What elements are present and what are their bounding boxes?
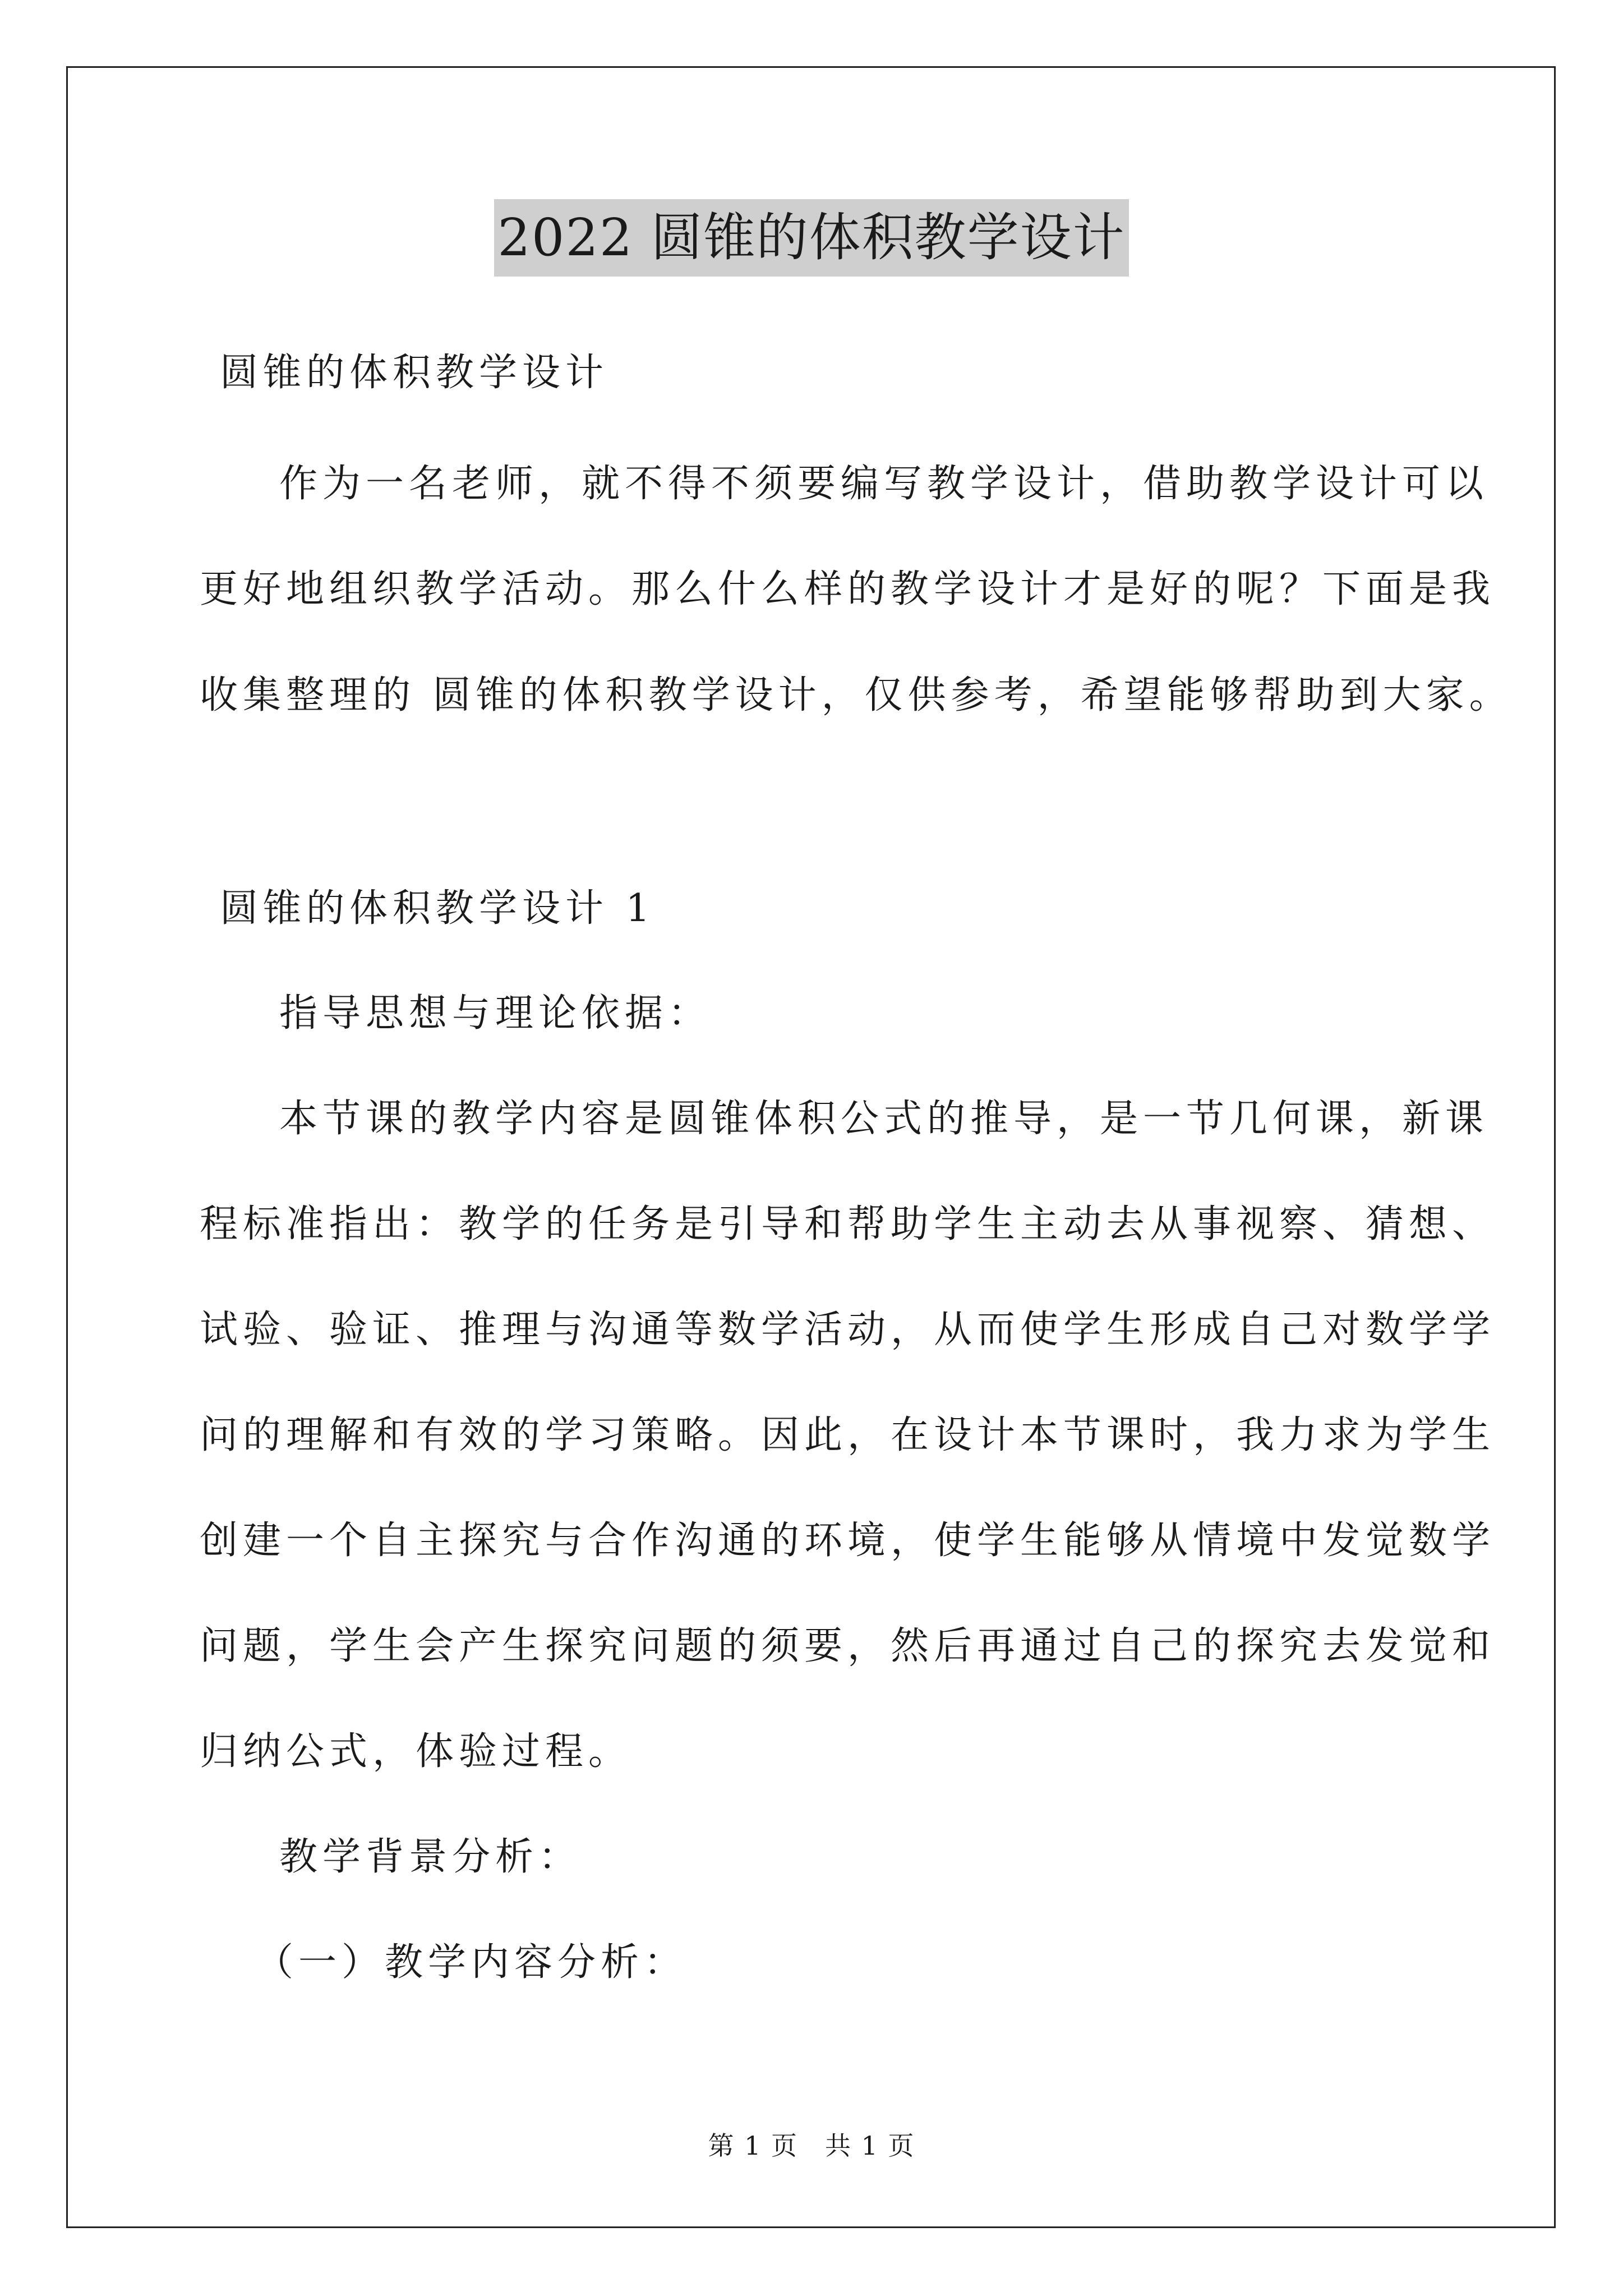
section-heading: 圆锥的体积教学设计 1: [220, 886, 655, 931]
paragraph-line: 问的理解和有效的学习策略。因此，在设计本节课时，我力求为学生: [200, 1413, 1496, 1457]
paragraph-line: 作为一名老师，就不得不须要编写教学设计，借助教学设计可以: [279, 462, 1489, 506]
paragraph-line: 创建一个自主探究与合作沟通的环境，使学生能够从情境中发觉数学: [200, 1519, 1496, 1563]
paragraph-line: 归纳公式，体验过程。: [200, 1729, 632, 1774]
title-container: [0, 199, 1623, 277]
section-subheading: （一）教学内容分析：: [255, 1940, 688, 1985]
paragraph-line: 问题，学生会产生探究问题的须要，然后再通过自己的探究去发觉和: [200, 1624, 1496, 1668]
document-title: 2022 圆锥的体积教学设计: [494, 199, 1128, 277]
paragraph-line: 更好地组织教学活动。那么什么样的教学设计才是好的呢？下面是我: [200, 567, 1496, 611]
page-footer: 第 1 页 共 1 页: [708, 2131, 915, 2161]
section-subheading: 教学背景分析：: [279, 1835, 582, 1879]
paragraph-line: 收集整理的 圆锥的体积教学设计，仅供参考，希望能够帮助到大家。: [200, 673, 1513, 717]
section-subheading: 指导思想与理论依据：: [279, 991, 712, 1036]
paragraph-line: 本节课的教学内容是圆锥体积公式的推导，是一节几何课，新课: [279, 1097, 1489, 1141]
paragraph-line: 程标准指出：教学的任务是引导和帮助学生主动去从事视察、猜想、: [200, 1202, 1496, 1246]
paragraph-line: 试验、验证、推理与沟通等数学活动，从而使学生形成自己对数学学: [200, 1308, 1496, 1352]
subtitle: 圆锥的体积教学设计: [220, 351, 609, 395]
